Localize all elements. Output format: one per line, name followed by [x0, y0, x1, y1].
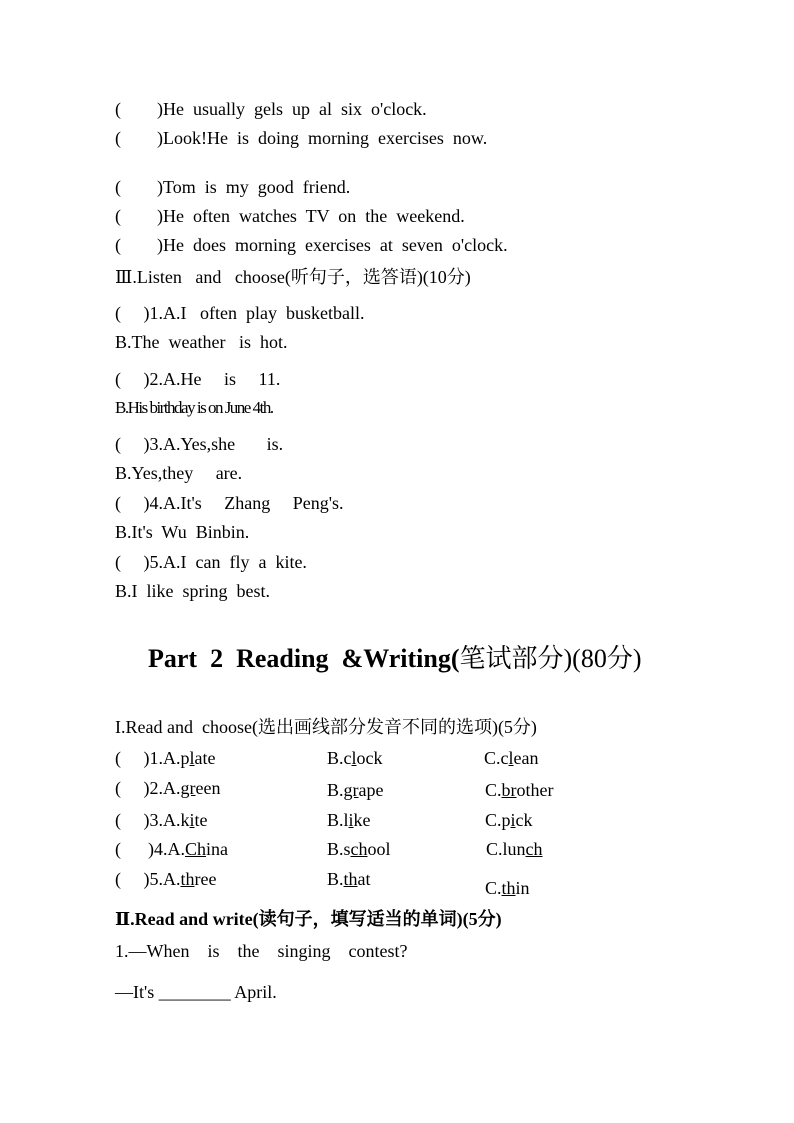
option-b-text: ock: [356, 748, 383, 768]
option-c-text: other: [516, 780, 554, 800]
option-c-text: C.: [485, 878, 502, 898]
listen-item-2: ( )Look!He is doing morning exercises now.: [115, 128, 488, 148]
option-c: [485, 809, 533, 831]
option-c: [485, 877, 530, 899]
choice-row: [115, 868, 217, 890]
option-b: [327, 809, 371, 831]
option-c-text: C.c: [484, 748, 509, 768]
option-a-text: een: [195, 778, 221, 798]
option-c-underline: th: [501, 878, 516, 898]
section3-line: B.It's Wu Binbin.: [115, 522, 250, 542]
option-a-underline: Ch: [185, 839, 207, 859]
option-a-text: te: [194, 810, 208, 830]
section3-line: B.I like spring best.: [115, 581, 270, 601]
option-a-text: ate: [194, 748, 216, 768]
section3-line: ( )4.A.It's Zhang Peng's.: [115, 493, 344, 513]
option-b-underline: gr: [343, 780, 359, 800]
question-1: 1.—When is the singing contest?: [115, 941, 408, 961]
listen-item-1: ( )He usually gels up al six o'clock.: [115, 99, 427, 119]
option-c-underline: ch: [525, 839, 543, 859]
option-c-text: ean: [513, 748, 539, 768]
section3-line: B.His birthday is on June 4th.: [115, 398, 273, 417]
section3-line: ( )5.A.I can fly a kite.: [115, 552, 307, 572]
part2-title-bold: Part 2 Reading &Writing(: [148, 644, 460, 673]
option-c-underline: br: [501, 780, 517, 800]
option-b-text: at: [357, 869, 371, 889]
option-b-underline: th: [343, 869, 358, 889]
answer-1-blank: —It's ________ April.: [115, 982, 277, 1002]
option-b-underline: l: [351, 748, 357, 768]
option-b-text: ke: [353, 810, 371, 830]
option-b-text: B.: [327, 869, 344, 889]
listen-item-3: ( )Tom is my good friend.: [115, 177, 351, 197]
choice-row: [115, 838, 228, 860]
option-b-text: B.c: [327, 748, 352, 768]
option-b-text: ool: [367, 839, 391, 859]
section3-line: ( )3.A.Yes,she is.: [115, 434, 284, 454]
option-b: [327, 838, 391, 860]
row-number: ( )2.A.: [115, 778, 181, 798]
option-b-text: ape: [358, 780, 384, 800]
option-b-text: B.s: [327, 839, 351, 859]
read-choose-heading: I.Read and choose(选出画线部分发音不同的选项)(5分): [115, 717, 537, 737]
section3-heading: Ⅲ.Listen and choose(听句子，选答语)(10分): [115, 267, 471, 287]
choice-row: [115, 809, 208, 831]
section3-line: ( )1.A.I often play busketball.: [115, 303, 365, 323]
row-number: ( )5.A.: [115, 869, 181, 889]
option-b-text: B.l: [327, 810, 349, 830]
part2-title-rest: 笔试部分)(80分): [459, 644, 642, 673]
option-b-underline: ch: [350, 839, 368, 859]
part2-title: [148, 643, 641, 675]
choice-row: [115, 777, 220, 799]
option-c-text: C.lun: [486, 839, 526, 859]
listen-item-4: ( )He often watches TV on the weekend.: [115, 206, 465, 226]
option-c-text: C.p: [485, 810, 511, 830]
option-c: [485, 779, 554, 801]
choice-row: [115, 747, 216, 769]
option-c-underline: l: [508, 748, 514, 768]
option-a-text: ree: [194, 869, 217, 889]
option-a-underline: th: [180, 869, 195, 889]
section3-line: B.The weather is hot.: [115, 332, 288, 352]
option-b: [327, 868, 371, 890]
option-b-text: B.: [327, 780, 344, 800]
option-c-underline: i: [510, 810, 516, 830]
option-c-text: C.: [485, 780, 502, 800]
row-number: ( )3.A.: [115, 810, 181, 830]
section3-line: B.Yes,they are.: [115, 463, 243, 483]
option-a-underline: l: [189, 748, 195, 768]
option-c: [484, 747, 539, 769]
option-c-text: ck: [515, 810, 533, 830]
option-b: [327, 779, 384, 801]
option-b: [327, 747, 383, 769]
option-c: [486, 838, 543, 860]
row-number: ( )1.A.: [115, 748, 181, 768]
option-a-underline: i: [189, 810, 195, 830]
section3-line: ( )2.A.He is 11.: [115, 369, 281, 389]
row-number: ( )4.A.: [115, 839, 185, 859]
listen-item-5: ( )He does morning exercises at seven o'clock.: [115, 235, 508, 255]
option-a-text: k: [180, 810, 190, 830]
option-a-text: p: [180, 748, 190, 768]
option-b-underline: i: [348, 810, 354, 830]
option-c-text: in: [515, 878, 530, 898]
read-write-heading: Ⅱ.Read and write(读句子，填写适当的单词)(5分): [115, 909, 502, 929]
option-a-text: ina: [206, 839, 229, 859]
option-a-underline: gr: [180, 778, 196, 798]
